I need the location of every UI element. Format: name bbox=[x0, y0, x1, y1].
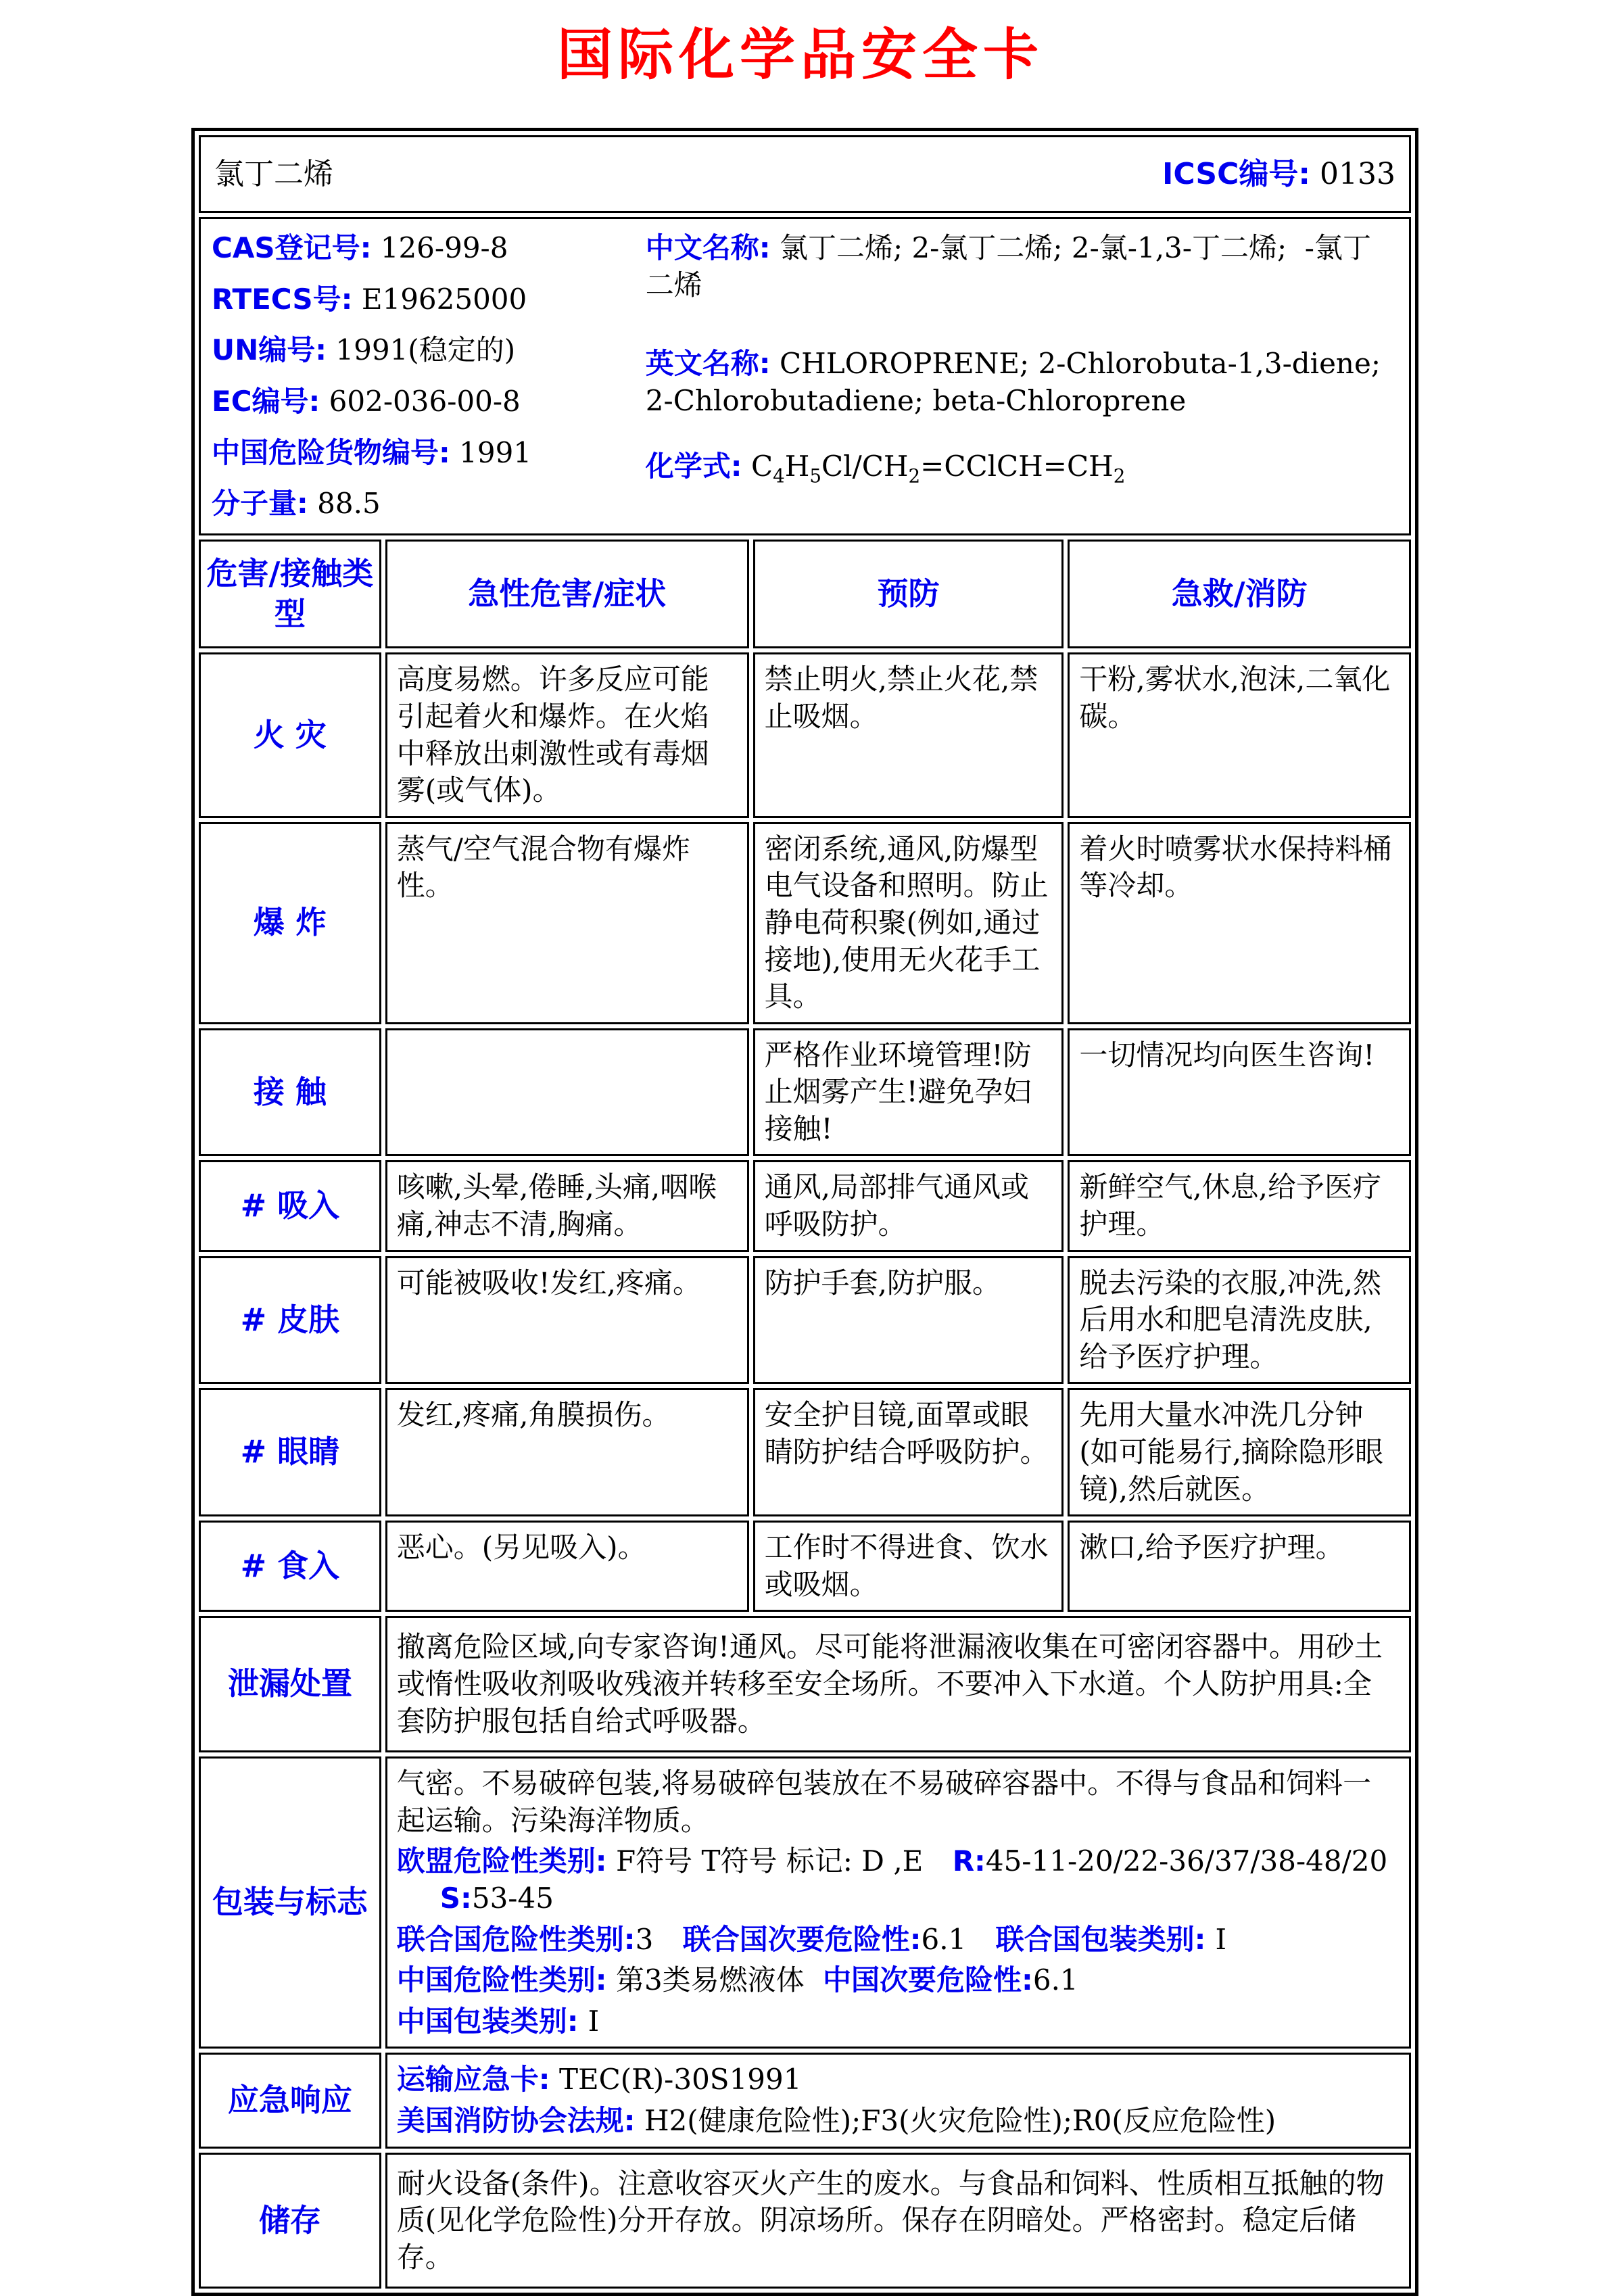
cn-packgroup-line bbox=[397, 2003, 1400, 2040]
un-number-label: UN编号: bbox=[212, 333, 327, 367]
identity-row-cell bbox=[199, 217, 1411, 535]
china-dg-number-label: 中国危险货物编号: bbox=[212, 435, 450, 469]
icsc-table bbox=[191, 128, 1418, 2296]
r-phrases-value: 45-11-20/22-36/37/38-48/20 bbox=[985, 1844, 1388, 1878]
identifier-row-un bbox=[212, 332, 639, 369]
header-firstaid-firefighting: 急救/消防 bbox=[1068, 540, 1411, 649]
un-number-value: 1991(稳定的) bbox=[335, 333, 516, 367]
un-packgroup-value: I bbox=[1215, 1922, 1227, 1956]
packaging-intro: 气密。不易破碎包装,将易破碎包装放在不易破碎容器中。不得与食品和饲料一起运输。污染海洋物质。 bbox=[396, 1767, 1372, 1837]
english-name-value: CHLOROPRENE; 2-Chlorobuta-1,3-diene; 2-Chlorobutadiene; beta-Chloroprene bbox=[645, 347, 1381, 417]
icsc-number-label: ICSC编号: bbox=[1162, 157, 1311, 191]
symptoms-cell: 蒸气/空气混合物有爆炸性。 bbox=[385, 822, 749, 1024]
packaging-content bbox=[385, 1756, 1411, 2049]
firstaid-cell: 一切情况均向医生咨询! bbox=[1068, 1028, 1411, 1157]
china-dg-number-value: 1991 bbox=[459, 435, 532, 469]
spill-text: 撤离危险区域,向专家咨询!通风。尽可能将泄漏液收集在可密闭容器中。用砂土或惰性吸收剂吸收残液并转移至安全场所。不要冲入下水道。个人防护用具:全套防护服包括自给式呼吸器。 bbox=[385, 1616, 1411, 1752]
firstaid-cell: 先用大量水冲洗几分钟(如可能易行,摘除隐形眼镜),然后就医。 bbox=[1068, 1388, 1411, 1516]
prevention-cell: 防护手套,防护服。 bbox=[753, 1256, 1064, 1385]
s-phrases-value: 53-45 bbox=[471, 1881, 554, 1915]
firstaid-cell: 脱去污染的衣服,冲洗,然后用水和肥皂清洗皮肤,给予医疗护理。 bbox=[1068, 1256, 1411, 1385]
hazard-row-ingestion bbox=[199, 1521, 1411, 1612]
prevention-cell: 密闭系统,通风,防爆型电气设备和照明。防止静电荷积聚(例如,通过接地),使用无火花手工具。 bbox=[753, 822, 1064, 1024]
molweight-value: 88.5 bbox=[317, 487, 381, 521]
emergency-section-label: 应急响应 bbox=[199, 2053, 381, 2148]
eu-class-value: F符号 T符号 标记: D ,E bbox=[615, 1844, 924, 1878]
identity-row bbox=[199, 217, 1411, 535]
chemical-formula-value: $C_4H_5Cl/CH_2=CClCH=CH_2$ bbox=[750, 449, 1126, 487]
hazard-type-label: # 皮肤 bbox=[199, 1256, 381, 1385]
s-phrases-label: S: bbox=[439, 1881, 472, 1915]
hazard-row-explosion bbox=[199, 822, 1411, 1024]
header-acute-symptoms: 急性危害/症状 bbox=[385, 540, 749, 649]
symptoms-cell: 可能被吸收!发红,疼痛。 bbox=[385, 1256, 749, 1385]
title-row-cell bbox=[199, 135, 1411, 213]
cas-label: CAS登记号: bbox=[212, 231, 372, 265]
un-class-value: 3 bbox=[635, 1922, 654, 1956]
spill-section-label: 泄漏处置 bbox=[199, 1616, 381, 1752]
firstaid-cell: 干粉,雾状水,泡沫,二氧化碳。 bbox=[1068, 652, 1411, 817]
symptoms-cell: 高度易燃。许多反应可能引起着火和爆炸。在火焰中释放出刺激性或有毒烟雾(或气体)。 bbox=[385, 652, 749, 817]
identifier-row-cas bbox=[212, 230, 639, 267]
hazard-type-label: 爆 炸 bbox=[199, 822, 381, 1024]
identifier-list bbox=[212, 230, 646, 523]
prevention-cell: 禁止明火,禁止火花,禁止吸烟。 bbox=[753, 652, 1064, 817]
hazard-row-eyes bbox=[199, 1388, 1411, 1516]
cn-class-label: 中国危险性类别: bbox=[396, 1963, 607, 1997]
symptoms-cell: 发红,疼痛,角膜损伤。 bbox=[385, 1388, 749, 1516]
symptoms-cell: 恶心。(另见吸入)。 bbox=[385, 1521, 749, 1612]
storage-text: 耐火设备(条件)。注意收容灭火产生的废水。与食品和饲料、性质相互抵触的物质(见化学危险性)分开存放。阴凉场所。保存在阴暗处。严格密封。稳定后储存。 bbox=[385, 2153, 1411, 2289]
un-subrisk-value: 6.1 bbox=[921, 1922, 967, 1956]
packaging-row bbox=[199, 1756, 1411, 2049]
prevention-cell: 严格作业环境管理!防止烟雾产生!避免孕妇接触! bbox=[753, 1028, 1064, 1157]
chinese-name-label: 中文名称: bbox=[645, 231, 771, 265]
page-title: 国际化学品安全卡 bbox=[556, 23, 1044, 87]
cn-subrisk-value: 6.1 bbox=[1032, 1963, 1078, 1997]
un-class-label: 联合国危险性类别: bbox=[396, 1922, 636, 1956]
storage-row bbox=[199, 2153, 1411, 2289]
header-hazard-type: 危害/接触类型 bbox=[199, 540, 381, 649]
tec-card-line bbox=[397, 2061, 1400, 2099]
nfpa-value: H2(健康危险性);F3(火灾危险性);R0(反应危险性) bbox=[644, 2103, 1276, 2137]
emergency-row bbox=[199, 2053, 1411, 2148]
cn-subrisk-label: 中国次要危险性: bbox=[823, 1963, 1033, 1997]
hazard-row-inhalation bbox=[199, 1160, 1411, 1251]
hazard-type-label: 火 灾 bbox=[199, 652, 381, 817]
un-subrisk-label: 联合国次要危险性: bbox=[682, 1922, 922, 1956]
emergency-content bbox=[385, 2053, 1411, 2148]
icsc-number bbox=[1162, 155, 1395, 193]
storage-section-label: 储存 bbox=[199, 2153, 381, 2289]
eu-classification-line bbox=[397, 1843, 1400, 1917]
cas-value: 126-99-8 bbox=[380, 231, 508, 265]
hazard-type-label: # 食入 bbox=[199, 1521, 381, 1612]
rtecs-label: RTECS号: bbox=[212, 282, 353, 316]
hazard-header-row bbox=[199, 540, 1411, 649]
tec-card-value: TEC(R)-30S1991 bbox=[558, 2063, 802, 2097]
english-name-block bbox=[646, 345, 1398, 419]
nfpa-label: 美国消防协会法规: bbox=[396, 2103, 636, 2137]
identifier-row-china-dg bbox=[212, 435, 639, 472]
hazard-row-exposure bbox=[199, 1028, 1411, 1157]
cn-packgroup-label: 中国包装类别: bbox=[396, 2004, 579, 2038]
chemical-formula-block bbox=[646, 448, 1398, 485]
symptoms-cell: 咳嗽,头晕,倦睡,头痛,咽喉痛,神志不清,胸痛。 bbox=[385, 1160, 749, 1251]
un-packgroup-label: 联合国包装类别: bbox=[995, 1922, 1206, 1956]
hazard-row-skin bbox=[199, 1256, 1411, 1385]
ec-number-value: 602-036-00-8 bbox=[329, 384, 521, 418]
prevention-cell: 工作时不得进食、饮水或吸烟。 bbox=[753, 1521, 1064, 1612]
nfpa-line bbox=[397, 2103, 1400, 2140]
eu-class-label: 欧盟危险性类别: bbox=[396, 1844, 607, 1878]
firstaid-cell: 着火时喷雾状水保持料桶等冷却。 bbox=[1068, 822, 1411, 1024]
cn-packgroup-value: I bbox=[588, 2004, 600, 2038]
firstaid-cell: 漱口,给予医疗护理。 bbox=[1068, 1521, 1411, 1612]
prevention-cell: 安全护目镜,面罩或眼睛防护结合呼吸防护。 bbox=[753, 1388, 1064, 1516]
chemical-formula-label: 化学式: bbox=[645, 449, 742, 483]
rtecs-value: E19625000 bbox=[361, 282, 527, 316]
molweight-label: 分子量: bbox=[212, 487, 308, 521]
icsc-card bbox=[191, 128, 1418, 2296]
spill-row bbox=[199, 1616, 1411, 1752]
symptoms-cell bbox=[385, 1028, 749, 1157]
firstaid-cell: 新鲜空气,休息,给予医疗护理。 bbox=[1068, 1160, 1411, 1251]
packaging-section-label: 包装与标志 bbox=[199, 1756, 381, 2049]
hazard-type-label: 接 触 bbox=[199, 1028, 381, 1157]
hazard-type-label: # 吸入 bbox=[199, 1160, 381, 1251]
english-name-label: 英文名称: bbox=[645, 347, 771, 381]
prevention-cell: 通风,局部排气通风或呼吸防护。 bbox=[753, 1160, 1064, 1251]
names-block bbox=[646, 230, 1398, 523]
chinese-name-value: 氯丁二烯; 2-氯丁二烯; 2-氯-1,3-丁二烯; -氯丁二烯 bbox=[645, 231, 1372, 302]
un-classification-line bbox=[397, 1921, 1400, 1959]
substance-name: 氯丁二烯 bbox=[214, 157, 333, 191]
cn-classification-line bbox=[397, 1962, 1400, 1999]
r-phrases-label: R: bbox=[952, 1844, 986, 1878]
chinese-name-block bbox=[646, 230, 1398, 304]
identifier-row-ec bbox=[212, 383, 639, 421]
cn-class-value: 第3类易燃液体 bbox=[615, 1963, 805, 1997]
icsc-number-value: 0133 bbox=[1320, 157, 1395, 191]
tec-card-label: 运输应急卡: bbox=[396, 2063, 550, 2097]
title-row bbox=[199, 135, 1411, 213]
ec-number-label: EC编号: bbox=[212, 384, 320, 418]
header-prevention: 预防 bbox=[753, 540, 1064, 649]
identifier-row-molweight bbox=[212, 485, 639, 523]
hazard-type-label: # 眼睛 bbox=[199, 1388, 381, 1516]
identifier-row-rtecs bbox=[212, 281, 639, 318]
hazard-row-fire bbox=[199, 652, 1411, 817]
